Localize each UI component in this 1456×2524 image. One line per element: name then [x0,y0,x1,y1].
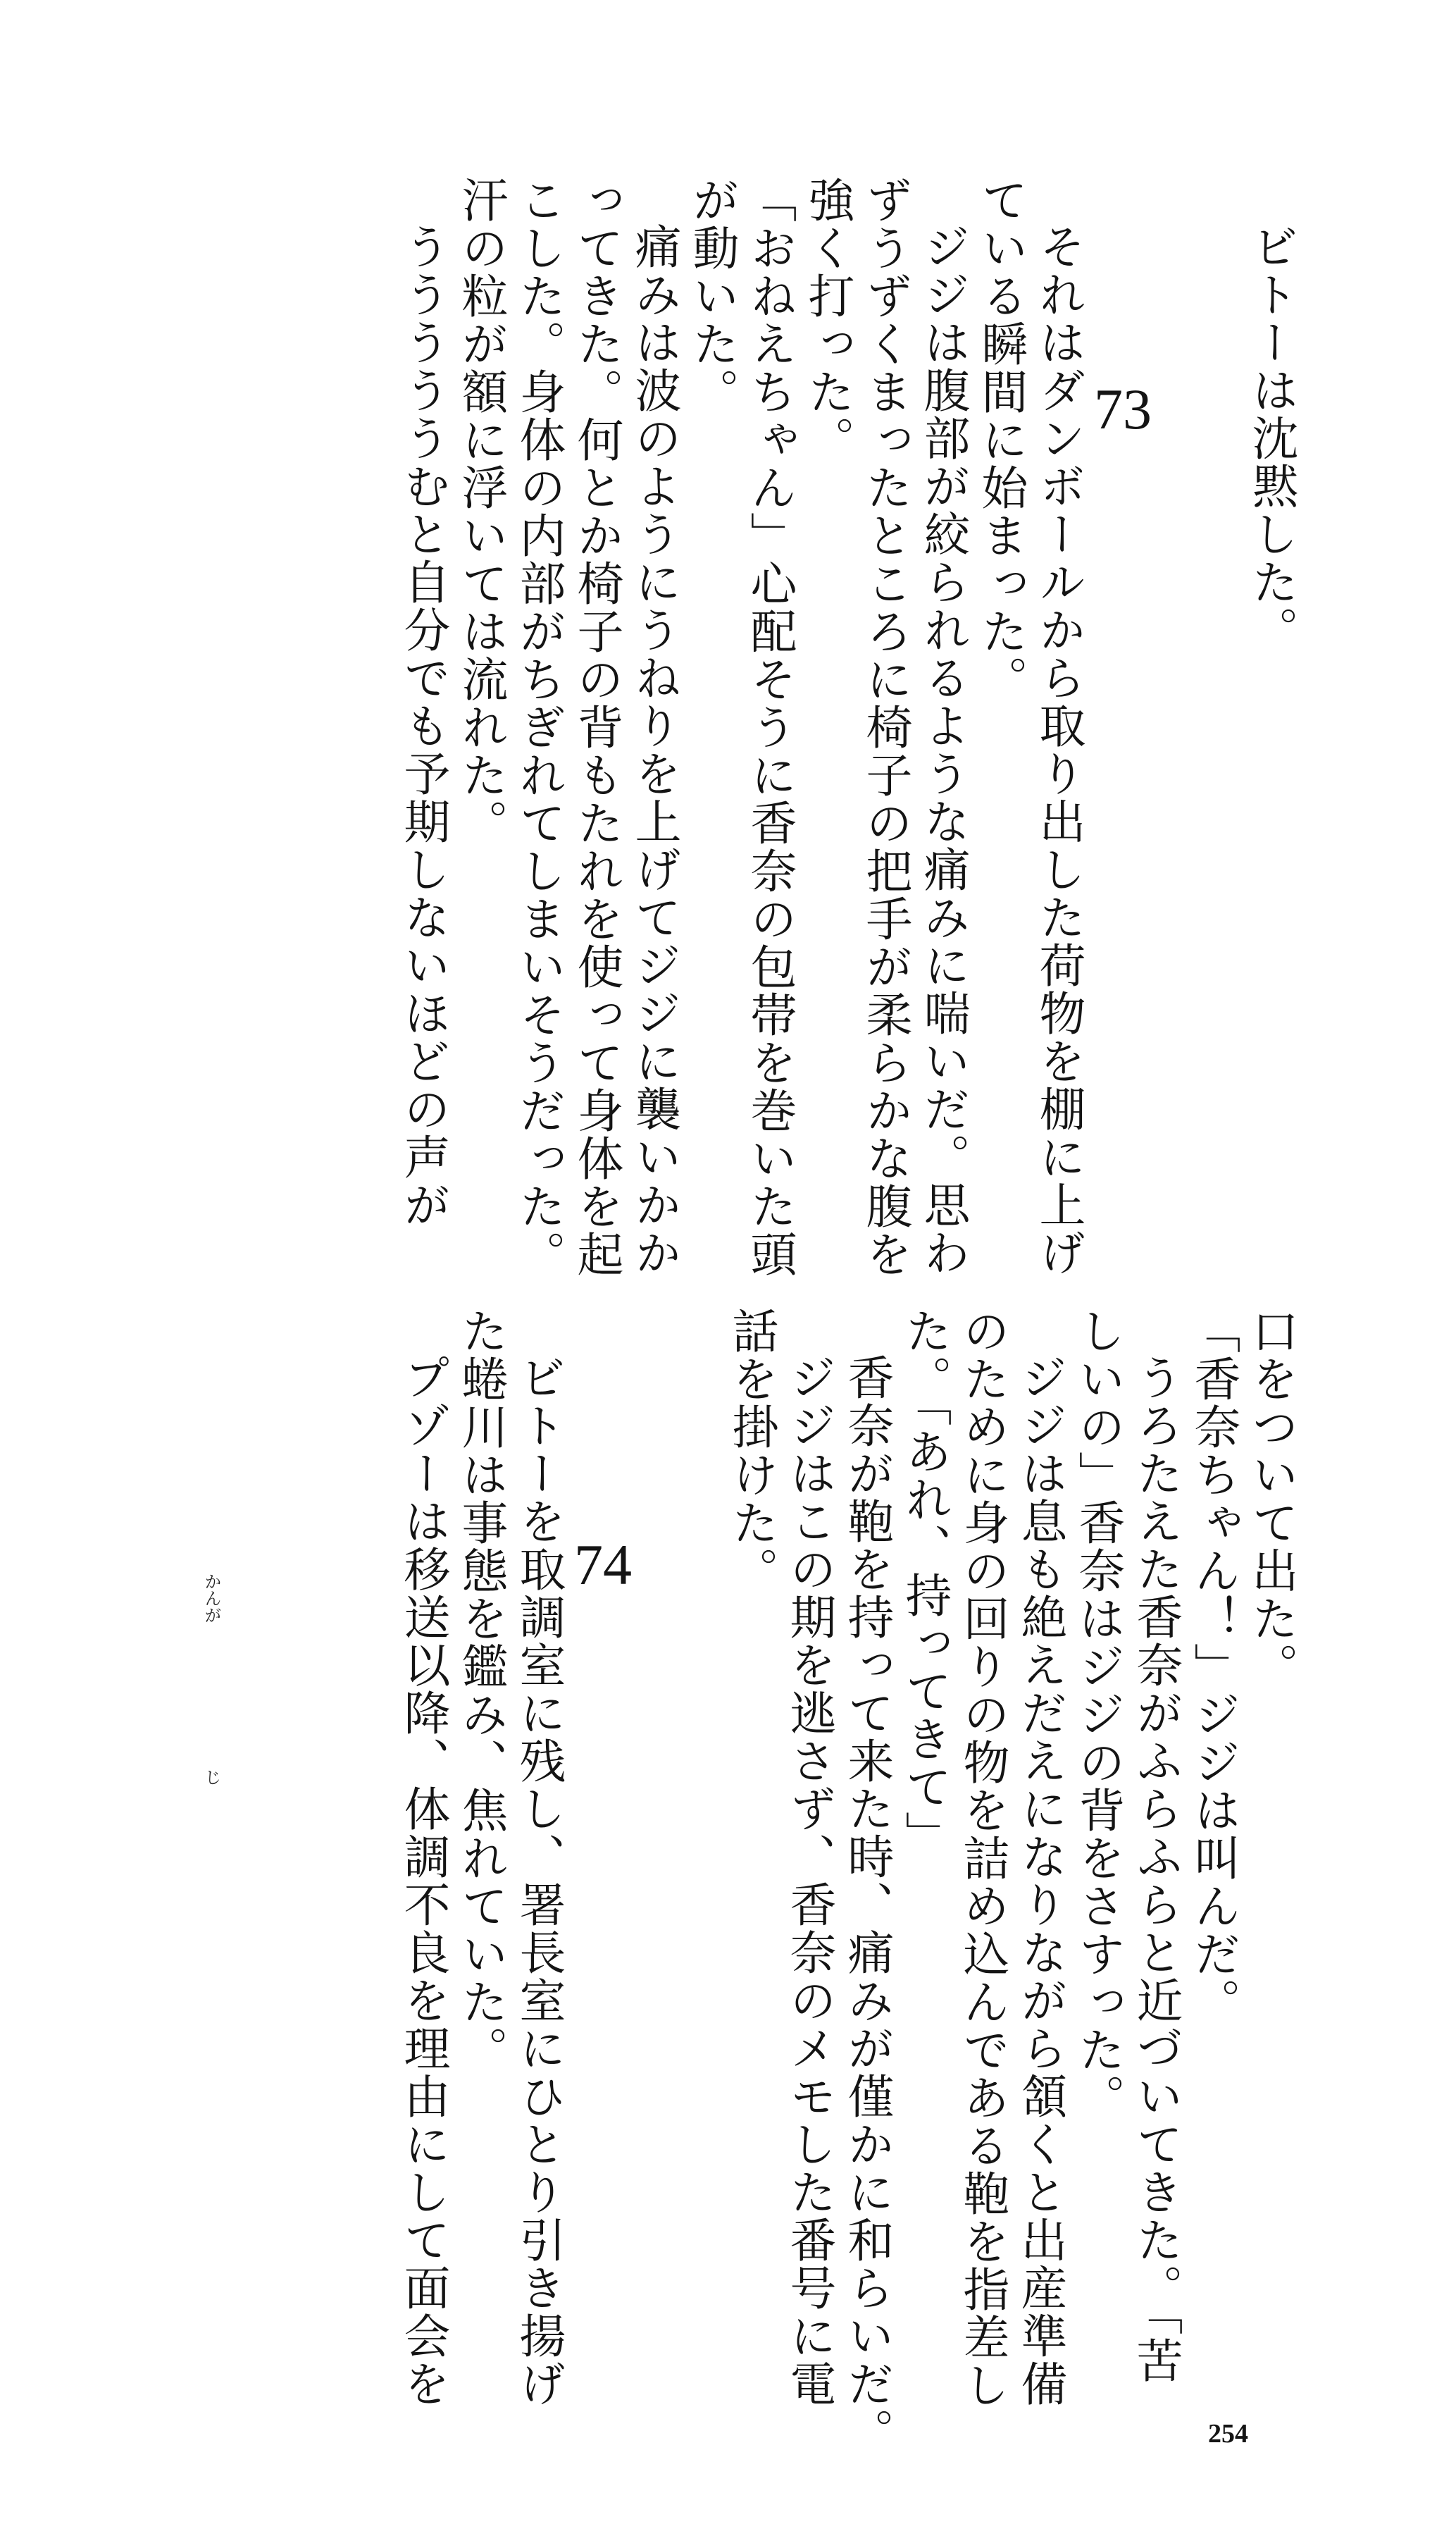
chapter-number: 73 [1094,377,1152,441]
chapter-heading [561,1307,674,2364]
text-line: ジジはこの期を逃さず、香奈のメモした番号に電 [782,1354,836,2408]
text-line: た。「あれ、持ってきて」 [897,1307,952,1859]
text-line: うううううむと自分でも予期しないほどの声が [396,223,450,1229]
text-line: ずうずくまったところに椅子の把手が柔らかな腹を [858,176,912,1278]
text-line: のために身の回りの物を詰め込んである鞄を指差し [955,1307,1009,2409]
text-line: うろたえた香奈がふらふらと近づいてきた。「苦 [1128,1354,1183,2384]
text-line: しいの」香奈はジジの背をさすった。 [1071,1307,1125,2122]
ruby-annotation: かんが [201,1573,221,1623]
text-line: 「おねえちゃん」心配そうに香奈の包帯を巻いた頭 [742,176,797,1278]
text-line: ビトーは沈黙した。 [1244,223,1298,654]
text-line: ってきた。何とか椅子の背もたれを使って身体を起 [569,176,623,1278]
text-line: が動いた。 [685,176,739,416]
text-line: た蜷川は事態を鑑み、焦れていた。 [454,1307,508,2074]
text-line: ている瞬間に始まった。 [973,176,1028,703]
text-line: こした。身体の内部がちぎれてしまいそうだった。 [511,176,566,1278]
text-line: ジジは息も絶えだえになりながら頷くと出産準備 [1013,1354,1067,2408]
text-line: 強く打った。 [800,176,854,464]
text-line: 痛みは波のようにうねりを上げてジジに襲いかか [627,223,681,1277]
text-line: プゾーは移送以降、体調不良を理由にして面会を [396,1354,450,2408]
page-number: 254 [1208,2419,1248,2449]
text-line: ジジは腹部が絞られるような痛みに喘いだ。思わ [916,223,970,1277]
text-line: それはダンボールから取り出した荷物を棚に上げ [1031,223,1085,1277]
text-line: 口をついて出た。 [1244,1307,1298,1690]
chapter-heading [1081,176,1194,1233]
upper-text-block [388,176,1298,1278]
text-line: 「香奈ちゃん！」ジジは叫んだ。 [1186,1307,1240,2026]
text-line: 香奈が鞄を持って来た時、痛みが僅かに和らいだ。 [840,1354,894,2456]
text-line: 話を掛けた。 [724,1307,778,1595]
text-line: ビトーを取調室に残し、署長室にひとり引き揚げ [511,1354,566,2408]
chapter-number: 74 [574,1533,632,1597]
text-line: 汗の粒が額に浮いては流れた。 [454,176,508,847]
ruby-annotation: じ [201,1769,221,1786]
